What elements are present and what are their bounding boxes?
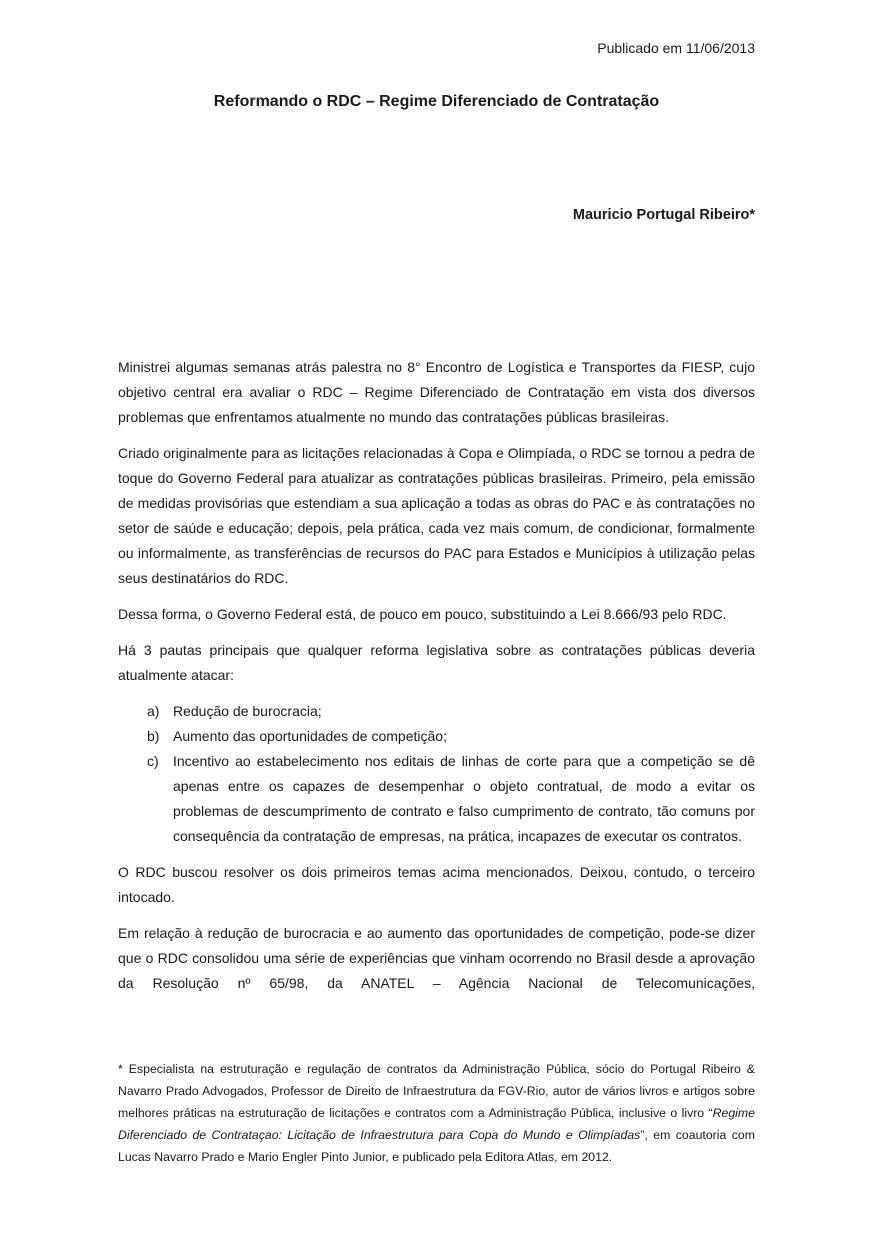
list-marker: b): [147, 728, 160, 744]
paragraph-pautas: Há 3 pautas principais que qualquer reforma legislativa sobre as contratações públicas deveria atualmente atacar:: [118, 642, 755, 683]
author-byline: Mauricio Portugal Ribeiro*: [572, 207, 755, 223]
list-item-text: Aumento das oportunidades de competição;: [173, 728, 447, 744]
paragraph-origin: Criado originalmente para as licitações relacionadas à Copa e Olimpíada, o RDC se tornou a pedra de toque do Governo Federal para atualizar as contratações públicas brasileiras. Primeiro, pela emissão de medidas provisórias que estendiam a sua aplicação a todas as obras do PAC e às contratações no setor de saúde e educação; depois, pela prática, cada vez mais comum, de condicionar, formalmente ou informalmente, as transferências de recursos do PAC para Estados e Municípios à utilização pelas seus destinatários do RDC.: [118, 445, 755, 586]
paragraph-burocracia: Em relação à redução de burocracia e ao aumento das oportunidades de competição, pode-se dizer que o RDC consolidou uma série de experiências que vinham ocorrendo no Brasil desde a aprovação da Resolução nº 65/98, da ANATEL – Agência Nacional de Telecomunicações,: [118, 925, 755, 991]
list-item: [118, 724, 755, 749]
list-marker: a): [147, 703, 160, 719]
footnote-text-before: * Especialista na estruturação e regulação de contratos da Administração Pública, sócio do Portugal Ribeiro & Navarro Prado Advogados, Professor de Direito de Infraestrutura da FGV-Rio, autor de vários livros e artigos sobre melhores práticas na estruturação de licitações e contratos com a Administração Pública, inclusive o livro “: [118, 1062, 755, 1120]
paragraph-resolve: O RDC buscou resolver os dois primeiros temas acima mencionados. Deixou, contudo, o terceiro intocado.: [118, 864, 755, 905]
document-title: Reformando o RDC – Regime Diferenciado de Contratação: [213, 93, 660, 110]
list-item: [118, 749, 755, 849]
agenda-list: [118, 699, 755, 849]
list-item: [118, 699, 755, 724]
paragraph-intro: Ministrei algumas semanas atrás palestra no 8° Encontro de Logística e Transportes da FIESP, cujo objetivo central era avaliar o RDC – Regime Diferenciado de Contratação em vista dos diversos problemas que enfrentamos atualmente no mundo das contratações públicas brasileiras.: [118, 359, 755, 425]
paragraph-substitution: Dessa forma, o Governo Federal está, de pouco em pouco, substituindo a Lei 8.666/93 pelo RDC.: [118, 606, 727, 622]
footnote: [118, 1058, 755, 1168]
list-item-text: Incentivo ao estabelecimento nos editais de linhas de corte para que a competição se dê apenas entre os capazes de desempenhar o objeto contratual, de modo a evitar os problemas de descumprimento de contrato e falso cumprimento de contrato, tão comuns por consequência da contratação de empresas, na prática, incapazes de executar os contratos.: [173, 753, 755, 844]
list-marker: c): [147, 753, 159, 769]
list-item-text: Redução de burocracia;: [173, 703, 322, 719]
publication-date: Publicado em 11/06/2013: [597, 40, 755, 56]
document-body: [118, 355, 755, 996]
footnote-book-title: Regime Diferenciado de Contrataçao: Licitação de Infraestrutura para Copa do Mundo e Olimpíadas: [118, 1106, 755, 1142]
footnote-text-after: ”, em coautoria com Lucas Navarro Prado e Mario Engler Pinto Junior, e publicado pela Editora Atlas, em 2012.: [118, 1128, 755, 1164]
